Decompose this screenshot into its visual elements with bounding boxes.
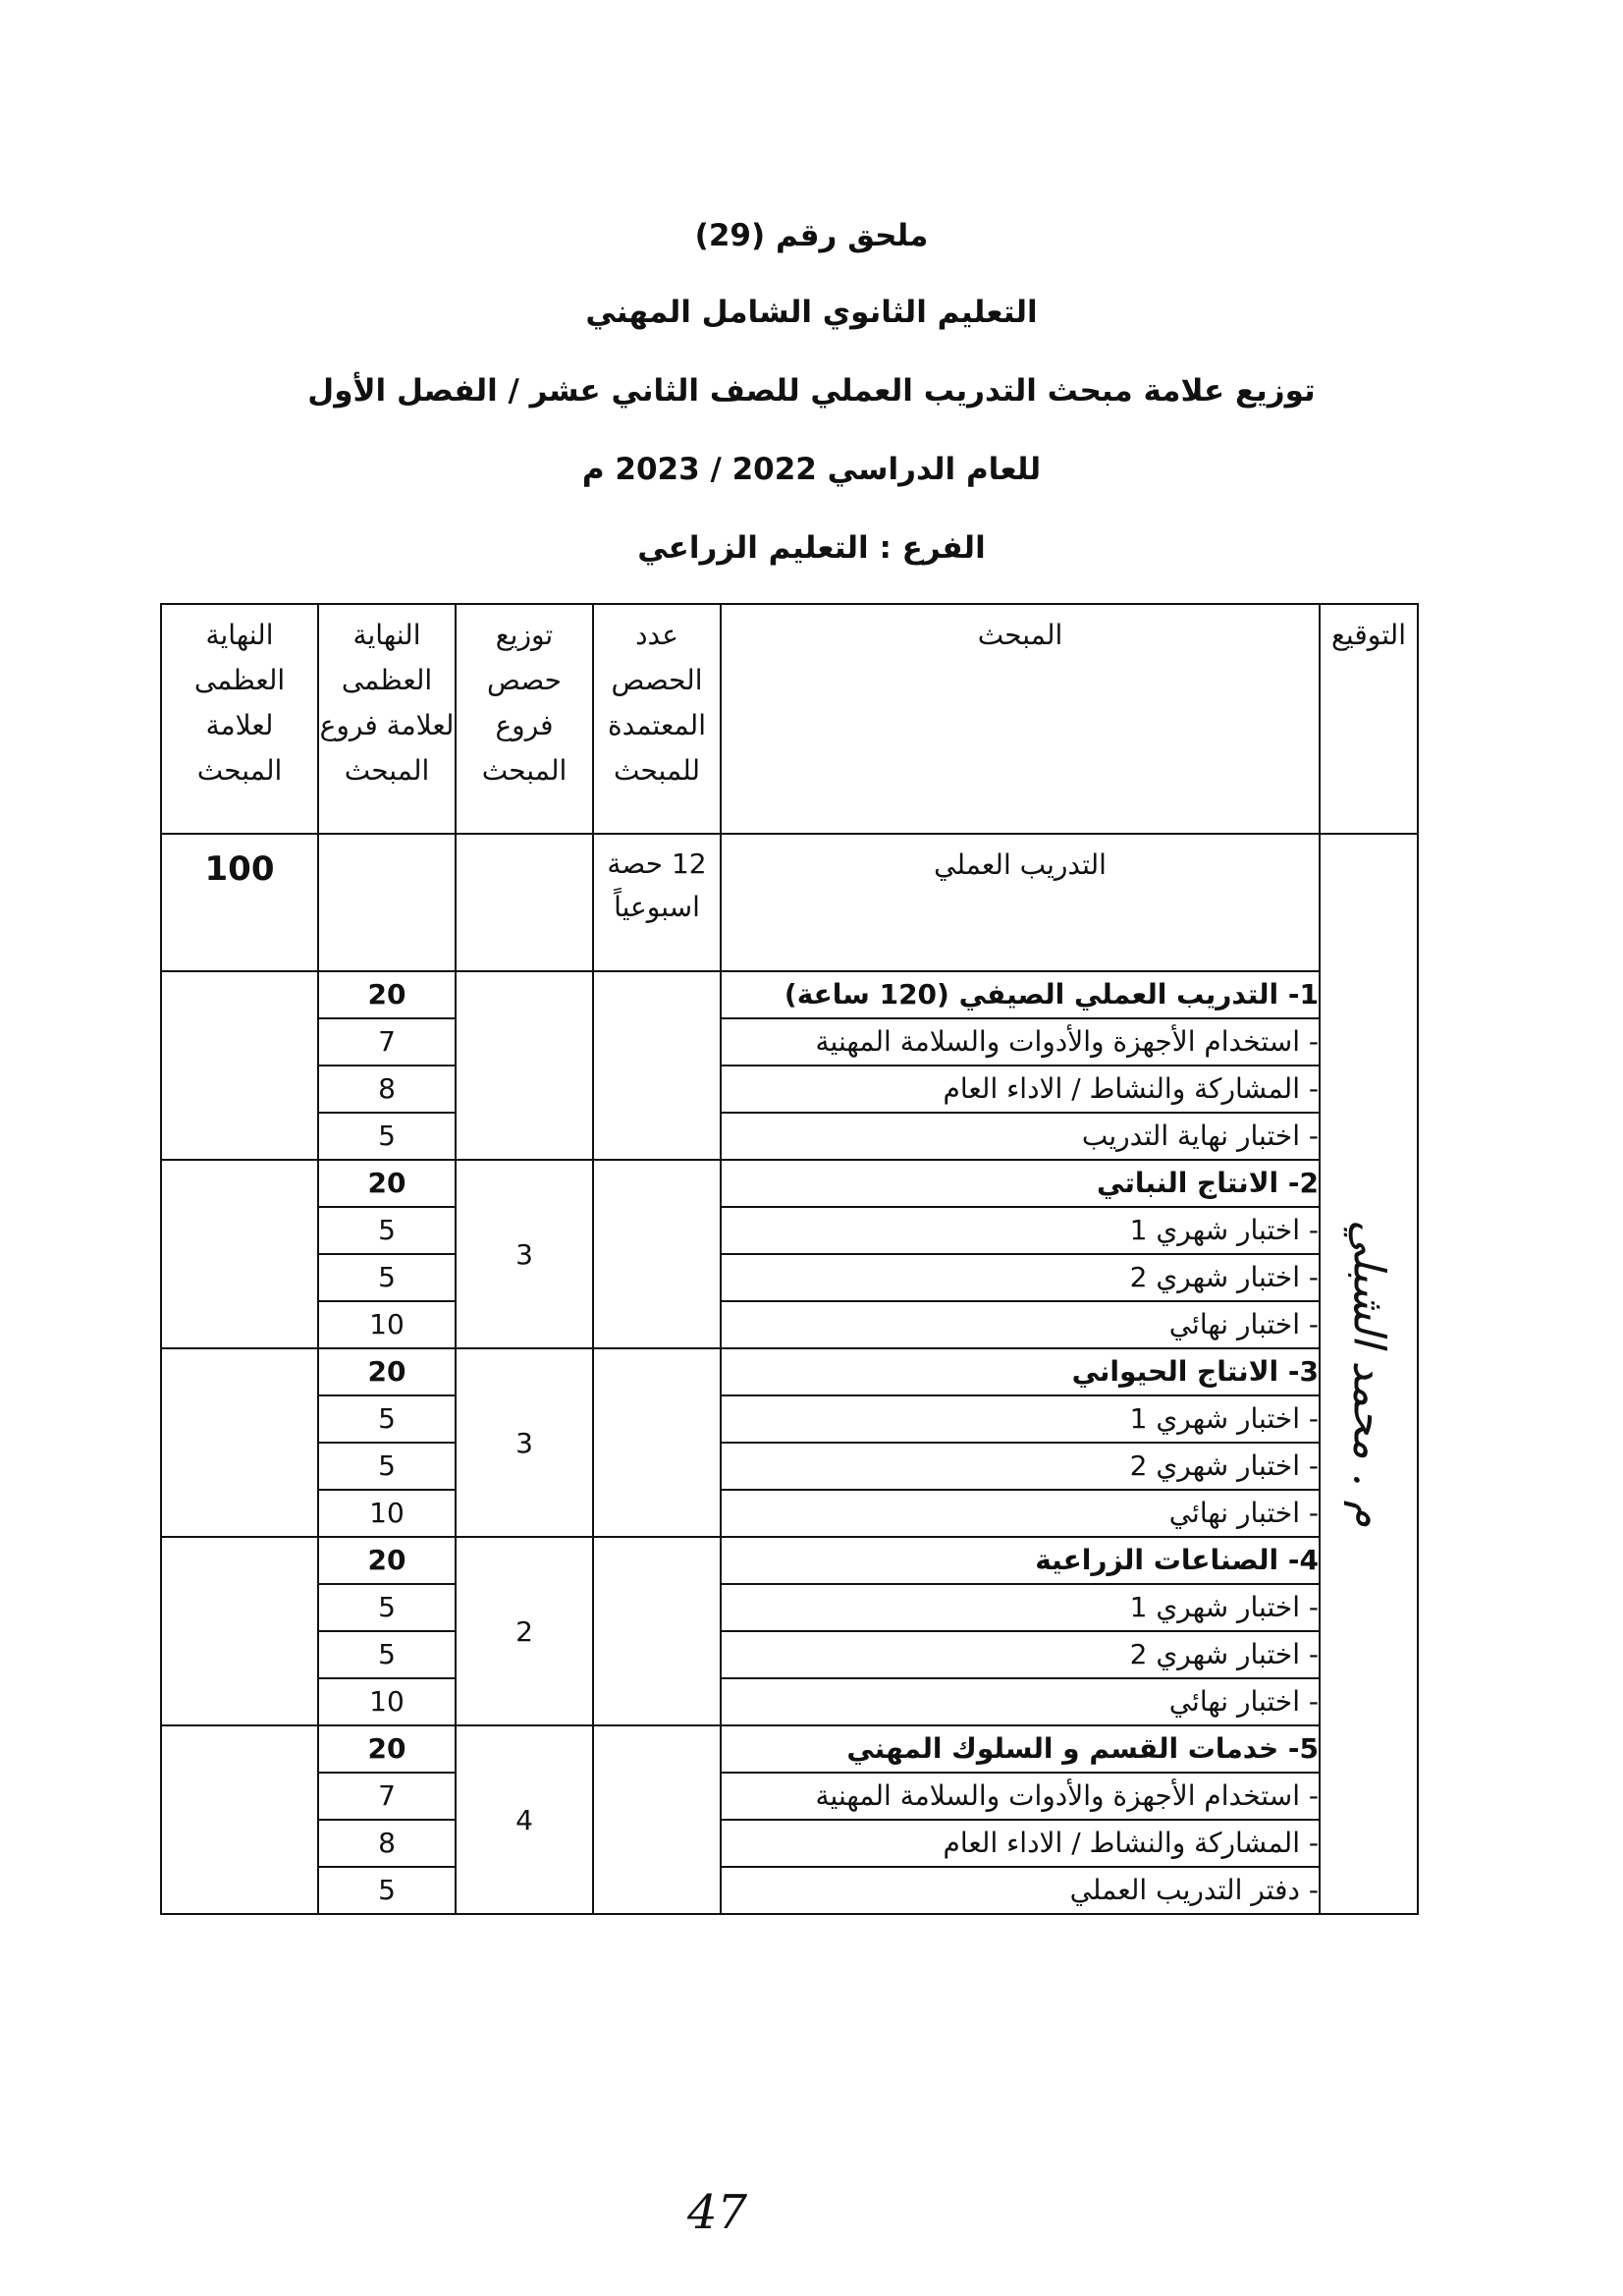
item-max: 5: [318, 1395, 456, 1443]
signature: م . محمد الشبلي: [1343, 1220, 1394, 1528]
item-row: [161, 1395, 1418, 1443]
main-subject: التدريب العملي: [721, 834, 1320, 971]
section-periods: [593, 1725, 721, 1914]
item-max: 5: [318, 1584, 456, 1631]
program-title: التعليم الثانوي الشامل المهني: [585, 295, 1038, 330]
item-label: - المشاركة والنشاط / الاداء العام: [721, 1066, 1320, 1113]
item-row: [161, 1113, 1418, 1160]
academic-year: للعام الدراسي 2022 / 2023 م: [581, 452, 1042, 487]
marks-distribution-table: [160, 603, 1419, 1915]
header-periods: عدد الحصص المعتمدة للمبحث: [593, 604, 721, 834]
section-periods: [593, 1537, 721, 1725]
section-max: 20: [318, 1160, 456, 1207]
header-branch-max: النهاية العظمى لعلامة فروع المبحث: [318, 604, 456, 834]
section-subject-max: [161, 1725, 318, 1914]
section-title: 4- الصناعات الزراعية: [721, 1537, 1320, 1584]
section-title: 2- الانتاج النباتي: [721, 1160, 1320, 1207]
branch-title: الفرع : التعليم الزراعي: [637, 530, 986, 566]
item-max: 7: [318, 1018, 456, 1066]
section-subject-max: [161, 1160, 318, 1348]
section-max: 20: [318, 1725, 456, 1773]
document-title: توزيع علامة مبحث التدريب العملي للصف الثاني عشر / الفصل الأول: [307, 373, 1316, 409]
item-max: 10: [318, 1490, 456, 1537]
section-distribution: 2: [456, 1537, 593, 1725]
item-label: - اختبار شهري 2: [721, 1631, 1320, 1678]
item-label: - اختبار شهري 2: [721, 1254, 1320, 1301]
item-row: [161, 1490, 1418, 1537]
item-row: [161, 1773, 1418, 1820]
section-title: 5- خدمات القسم و السلوك المهني: [721, 1725, 1320, 1773]
item-max: 10: [318, 1301, 456, 1348]
item-label: - اختبار نهائي: [721, 1678, 1320, 1725]
header-distribution: توزيع حصص فروع المبحث: [456, 604, 593, 834]
item-max: 8: [318, 1820, 456, 1867]
section-subject-max: [161, 971, 318, 1160]
section-distribution: 3: [456, 1348, 593, 1537]
annex-number: ملحق رقم (29): [694, 218, 929, 253]
item-label: - اختبار شهري 1: [721, 1584, 1320, 1631]
item-row: [161, 1018, 1418, 1066]
item-row: [161, 1584, 1418, 1631]
item-label: - دفتر التدريب العملي: [721, 1867, 1320, 1914]
section-row: [161, 971, 1418, 1018]
item-label: - اختبار نهائي: [721, 1301, 1320, 1348]
item-label: - اختبار نهاية التدريب: [721, 1113, 1320, 1160]
section-distribution: [456, 971, 593, 1160]
item-row: [161, 1631, 1418, 1678]
item-label: - اختبار شهري 2: [721, 1443, 1320, 1490]
item-row: [161, 1254, 1418, 1301]
header-row: [161, 604, 1418, 834]
main-distribution: [456, 834, 593, 971]
section-distribution: 4: [456, 1725, 593, 1914]
header-subject-max: النهاية العظمى لعلامة المبحث: [161, 604, 318, 834]
item-row: [161, 1678, 1418, 1725]
item-max: 5: [318, 1443, 456, 1490]
item-max: 8: [318, 1066, 456, 1113]
item-row: [161, 1207, 1418, 1254]
item-max: 10: [318, 1678, 456, 1725]
item-max: 5: [318, 1631, 456, 1678]
page-number: 47: [687, 2185, 748, 2240]
item-label: - استخدام الأجهزة والأدوات والسلامة المهنية: [721, 1018, 1320, 1066]
item-row: [161, 1301, 1418, 1348]
section-distribution: 3: [456, 1160, 593, 1348]
section-row: [161, 1537, 1418, 1584]
header-signature: التوقيع: [1320, 604, 1418, 834]
main-subject-row: [161, 834, 1418, 971]
section-periods: [593, 971, 721, 1160]
item-label: - استخدام الأجهزة والأدوات والسلامة المهنية: [721, 1773, 1320, 1820]
main-branch-max: [318, 834, 456, 971]
section-max: 20: [318, 971, 456, 1018]
item-max: 5: [318, 1867, 456, 1914]
main-periods: 12 حصة اسبوعياً: [593, 834, 721, 971]
item-max: 7: [318, 1773, 456, 1820]
section-periods: [593, 1160, 721, 1348]
section-row: [161, 1348, 1418, 1395]
section-max: 20: [318, 1537, 456, 1584]
section-title: 1- التدريب العملي الصيفي (120 ساعة): [721, 971, 1320, 1018]
item-row: [161, 1066, 1418, 1113]
item-label: - المشاركة والنشاط / الاداء العام: [721, 1820, 1320, 1867]
item-max: 5: [318, 1254, 456, 1301]
item-label: - اختبار شهري 1: [721, 1395, 1320, 1443]
section-row: [161, 1160, 1418, 1207]
main-subject-max: 100: [161, 834, 318, 971]
item-label: - اختبار نهائي: [721, 1490, 1320, 1537]
item-row: [161, 1820, 1418, 1867]
section-subject-max: [161, 1348, 318, 1537]
item-row: [161, 1867, 1418, 1914]
item-label: - اختبار شهري 1: [721, 1207, 1320, 1254]
signature-cell: [1320, 834, 1418, 1914]
section-max: 20: [318, 1348, 456, 1395]
section-subject-max: [161, 1537, 318, 1725]
section-title: 3- الانتاج الحيواني: [721, 1348, 1320, 1395]
item-row: [161, 1443, 1418, 1490]
item-max: 5: [318, 1207, 456, 1254]
section-periods: [593, 1348, 721, 1537]
header-subject: المبحث: [721, 604, 1320, 834]
item-max: 5: [318, 1113, 456, 1160]
section-row: [161, 1725, 1418, 1773]
